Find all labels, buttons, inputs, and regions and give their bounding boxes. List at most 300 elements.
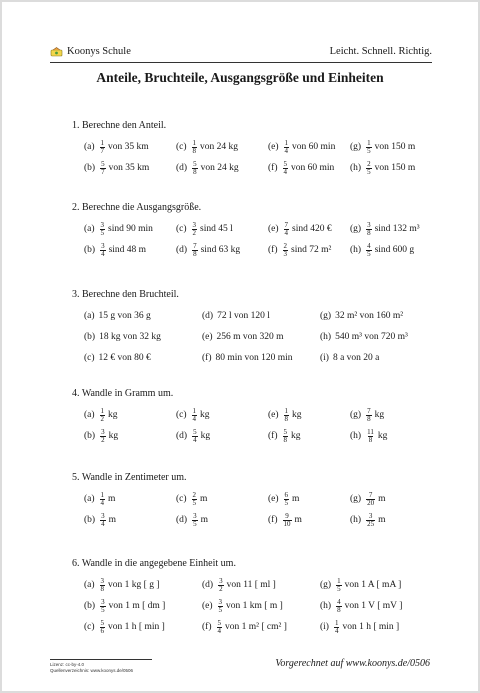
task-text: m [200,515,208,525]
fraction-numerator: 1 [100,490,105,499]
task-item [176,406,210,424]
fraction-numerator: 2 [283,241,287,250]
task-label: (c) [176,410,187,420]
task-item [320,328,408,346]
task-text: m [378,515,386,525]
fraction-numerator: 1 [337,576,341,585]
task-label: (h) [350,163,362,173]
fraction-denominator: 6 [100,626,105,635]
fraction-denominator: 5 [284,498,289,507]
fraction-numerator: 5 [193,159,197,168]
fraction-numerator: 3 [219,576,223,585]
fraction-denominator: 8 [367,414,371,423]
fraction-denominator: 5 [101,605,105,614]
task-item [202,349,293,367]
task-item [268,427,301,445]
fraction-denominator: 5 [100,228,105,237]
task-item [350,490,385,508]
task-text: von 35 km [108,163,150,173]
fraction [284,140,290,155]
fraction-denominator: 4 [217,626,221,635]
task-item [268,138,335,156]
task-item [176,138,238,156]
task-item [84,220,153,238]
task-item [320,576,401,594]
fraction [366,513,375,528]
fraction [218,599,224,614]
footer-meta [50,662,133,674]
fraction [100,599,106,614]
footer-divider [50,659,152,660]
fraction-denominator: 5 [367,249,371,258]
fraction-denominator: 8 [368,435,373,444]
fraction [366,429,375,444]
task-label: (h) [320,332,332,342]
task-label: (h) [350,515,362,525]
task-item [84,576,160,594]
fraction [284,222,290,237]
fraction [336,578,342,593]
task-label: (d) [176,515,188,525]
fraction [100,492,106,507]
task-label: (a) [84,311,95,321]
exercise-section [72,120,438,176]
task-text: kg [291,431,301,441]
section-heading: 6. Wandle in die angegebene Einheit um. [72,558,236,569]
exercise-section [72,289,438,363]
fraction-numerator: 3 [368,511,373,520]
fraction-numerator: 1 [284,138,289,147]
task-text: sind 48 m [108,245,147,255]
task-item [268,406,302,424]
task-text: kg [374,410,385,420]
fraction-numerator: 4 [367,241,371,250]
task-text: 80 min von 120 min [215,353,293,363]
fraction [283,513,292,528]
fraction-denominator: 4 [284,228,289,237]
fraction [192,429,198,444]
fraction-denominator: 5 [367,167,371,176]
task-label: (c) [84,622,95,632]
task-label: (b) [84,245,96,255]
task-item [268,241,331,259]
fraction [100,243,106,258]
fraction-numerator: 3 [101,597,105,606]
task-label: (d) [202,311,214,321]
fraction [192,243,198,258]
task-item [350,220,420,238]
task-item [350,511,385,529]
task-label: (h) [350,431,362,441]
task-label: (i) [320,622,329,632]
task-text: kg [108,410,118,420]
section-heading: 3. Berechne den Bruchteil. [72,289,179,300]
task-label: (g) [350,410,362,420]
exercise-section [72,558,438,635]
fraction-denominator: 4 [101,249,105,258]
fraction-denominator: 5 [193,519,197,528]
task-text: von 1 h [ min ] [342,622,400,632]
task-text: von 1 km [ m ] [226,601,283,611]
brand [50,46,131,57]
task-item [176,241,240,259]
fraction [100,620,106,635]
task-text: von 150 m [374,163,416,173]
license-text: Lizenz: cc-by-4.0 [50,662,85,667]
fraction-denominator: 5 [367,146,371,155]
task-item [84,307,151,325]
fraction-numerator: 6 [284,490,289,499]
fraction-denominator: 8 [337,605,341,614]
task-text: 256 m von 320 m [216,332,284,342]
task-text: m [200,494,208,504]
fraction-denominator: 20 [367,498,375,507]
task-item [84,349,151,367]
fraction-numerator: 1 [367,138,371,147]
fraction-denominator: 2 [192,228,197,237]
task-text: von 60 min [291,163,335,173]
task-label: (f) [268,245,278,255]
task-item [176,490,207,508]
task-label: (d) [202,580,214,590]
task-text: von 11 [ ml ] [226,580,276,590]
task-label: (h) [350,245,362,255]
fraction [366,492,375,507]
task-text: von 24 kg [200,163,239,173]
fraction-denominator: 7 [100,146,105,155]
fraction-numerator: 5 [217,618,221,627]
fraction-numerator: 2 [192,490,197,499]
fraction-denominator: 4 [192,414,197,423]
task-label: (f) [268,163,278,173]
fraction [100,161,106,176]
task-text: m [292,494,300,504]
fraction-numerator: 3 [218,597,223,606]
task-label: (g) [350,224,362,234]
task-item [176,220,233,238]
task-label: (a) [84,494,95,504]
task-item [84,328,161,346]
task-text: kg [200,410,210,420]
fraction [284,408,290,423]
fraction-numerator: 5 [283,427,287,436]
fraction [100,140,106,155]
slogan: Leicht. Schnell. Richtig. [329,46,432,57]
task-item [84,427,118,445]
task-text: von 24 kg [200,142,239,152]
task-label: (d) [176,163,188,173]
task-item [202,307,270,325]
task-text: von 60 min [292,142,336,152]
fraction-denominator: 4 [284,146,289,155]
fraction-numerator: 7 [367,406,371,415]
task-row [84,328,438,346]
fraction [283,429,289,444]
exercise-section [72,388,438,444]
fraction [100,513,106,528]
exercise-section [72,202,438,258]
fraction [283,243,289,258]
page-title: Anteile, Bruchteile, Ausgangsgröße und Einheiten [96,70,384,85]
fraction-denominator: 4 [283,167,287,176]
task-label: (g) [320,311,332,321]
task-item [84,511,116,529]
fraction-denominator: 8 [193,167,197,176]
task-label: (d) [176,245,188,255]
fraction-numerator: 3 [101,241,105,250]
task-item [350,241,414,259]
fraction-numerator: 3 [193,511,197,520]
task-row [84,349,438,367]
task-row [84,241,438,259]
task-item [268,511,302,529]
task-text: von 150 m [374,142,416,152]
fraction [192,222,198,237]
task-item [84,618,165,636]
task-label: (e) [268,410,279,420]
brand-name: Koonys Schule [67,46,131,57]
task-label: (a) [84,142,95,152]
source-text: Quellenverzeichnis: www.koonys.de/0506 [50,668,134,673]
task-label: (a) [84,410,95,420]
task-item [202,618,287,636]
fraction-numerator: 5 [100,618,105,627]
fraction-numerator: 7 [284,220,289,229]
fraction-numerator: 3 [101,511,105,520]
task-item [84,597,165,615]
task-row [84,220,438,238]
fraction-denominator: 10 [283,519,291,528]
logo-icon [50,47,63,57]
fraction-denominator: 5 [192,498,197,507]
task-row [84,307,438,325]
fraction [283,161,289,176]
task-label: (c) [176,142,187,152]
task-text: von 1 m² [ cm² ] [225,622,287,632]
task-item [176,427,210,445]
task-item [268,220,332,238]
task-row [84,427,438,445]
task-item [84,159,149,177]
fraction-denominator: 8 [283,435,287,444]
task-item [320,618,399,636]
fraction-numerator: 7 [193,241,197,250]
fraction [192,161,198,176]
task-item [268,490,299,508]
task-label: (c) [176,224,187,234]
fraction-numerator: 1 [100,406,105,415]
task-text: von 1 A [ mA ] [344,580,402,590]
task-text: 540 m³ von 720 m³ [335,332,408,342]
fraction-denominator: 7 [101,167,105,176]
task-label: (f) [202,353,212,363]
task-row [84,490,438,508]
fraction [366,140,372,155]
fraction-denominator: 2 [100,414,105,423]
task-label: (e) [202,332,213,342]
section-heading: 2. Berechne die Ausgangsgröße. [72,202,202,213]
task-label: (a) [84,580,95,590]
task-text: sind 600 g [374,245,415,255]
task-text: von 1 kg [ g ] [108,580,160,590]
task-label: (h) [320,601,332,611]
fraction-numerator: 11 [367,427,374,436]
fraction [218,578,224,593]
task-item [350,159,415,177]
task-text: 15 g von 36 g [98,311,151,321]
task-row [84,597,438,615]
task-item [320,597,402,615]
task-item [350,138,415,156]
task-label: (e) [268,494,279,504]
fraction [192,492,198,507]
fraction-denominator: 8 [192,146,197,155]
task-text: sind 132 m³ [374,224,420,234]
task-item [320,349,379,367]
fraction-denominator: 4 [334,626,339,635]
fraction-denominator: 4 [100,498,105,507]
task-text: von 1 m [ dm ] [108,601,166,611]
fraction-denominator: 25 [367,519,375,528]
task-label: (b) [84,431,96,441]
fraction-numerator: 3 [367,220,371,229]
task-label: (g) [350,494,362,504]
task-text: kg [377,431,388,441]
fraction-denominator: 5 [218,605,223,614]
task-text: sind 90 min [108,224,153,234]
task-text: sind 45 l [200,224,233,234]
fraction-numerator: 1 [192,138,197,147]
fraction-denominator: 3 [283,249,287,258]
task-item [84,490,115,508]
task-item [84,241,146,259]
fraction-denominator: 2 [219,584,223,593]
task-row [84,511,438,529]
fraction [192,513,198,528]
task-label: (b) [84,515,96,525]
task-item [350,427,387,445]
task-label: (b) [84,163,96,173]
task-item [202,328,284,346]
task-label: (f) [202,622,212,632]
fraction-numerator: 3 [192,220,197,229]
fraction-numerator: 1 [334,618,339,627]
task-text: 18 kg von 32 kg [99,332,161,342]
fraction [366,243,372,258]
fraction-numerator: 5 [193,427,197,436]
task-text: kg [200,431,211,441]
fraction-numerator: 2 [367,159,371,168]
fraction-numerator: 1 [284,406,289,415]
task-label: (g) [350,142,362,152]
fraction [336,599,342,614]
task-text: kg [108,431,119,441]
task-row [84,138,438,156]
fraction-numerator: 1 [100,138,105,147]
fraction-numerator: 3 [101,427,105,436]
fraction [192,140,198,155]
task-item [202,597,283,615]
fraction-numerator: 1 [192,406,197,415]
fraction [192,408,198,423]
task-text: kg [292,410,302,420]
task-text: 12 € von 80 € [98,353,151,363]
fraction-denominator: 4 [101,519,105,528]
fraction-numerator: 5 [101,159,105,168]
task-row [84,618,438,636]
section-heading: 1. Berechne den Anteil. [72,120,167,131]
fraction [100,578,106,593]
task-text: von 35 km [108,142,149,152]
task-label: (f) [268,515,278,525]
fraction [366,408,372,423]
task-item [320,307,403,325]
footer-credit: Vorgerechnet auf www.koonys.de/0506 [275,658,430,669]
task-row [84,159,438,177]
fraction [366,222,372,237]
fraction [366,161,372,176]
task-item [176,159,239,177]
fraction [217,620,223,635]
task-text: m [108,494,116,504]
section-heading: 4. Wandle in Gramm um. [72,388,174,399]
task-label: (d) [176,431,188,441]
task-label: (g) [320,580,332,590]
task-label: (e) [268,224,279,234]
task-label: (a) [84,224,95,234]
fraction-numerator: 7 [368,490,373,499]
fraction-denominator: 5 [337,584,341,593]
fraction-denominator: 4 [193,435,197,444]
task-row [84,576,438,594]
task-text: sind 72 m² [291,245,332,255]
task-label: (f) [268,431,278,441]
fraction-numerator: 3 [100,220,105,229]
exercise-section [72,472,438,528]
task-item [268,159,334,177]
fraction-numerator: 9 [285,511,289,520]
task-label: (c) [176,494,187,504]
task-text: 8 a von 20 a [332,353,380,363]
task-label: (b) [84,601,96,611]
task-item [350,406,384,424]
fraction-denominator: 8 [193,249,197,258]
fraction-numerator: 5 [283,159,287,168]
fraction-denominator: 8 [100,584,105,593]
fraction-numerator: 4 [337,597,341,606]
fraction [100,429,106,444]
task-text: m [108,515,116,525]
fraction-denominator: 8 [367,228,371,237]
fraction [100,222,106,237]
task-text: m [378,494,386,504]
header-divider [50,62,432,63]
fraction-numerator: 3 [100,576,105,585]
task-item [202,576,276,594]
task-text: sind 420 € [292,224,332,234]
fraction [334,620,340,635]
fraction-denominator: 2 [101,435,105,444]
fraction-denominator: 8 [284,414,289,423]
task-label: (i) [320,353,329,363]
task-item [84,406,118,424]
page-header [50,46,432,66]
task-text: m [294,515,302,525]
task-row [84,406,438,424]
section-heading: 5. Wandle in Zentimeter um. [72,472,187,483]
task-item [84,138,149,156]
task-label: (e) [202,601,213,611]
